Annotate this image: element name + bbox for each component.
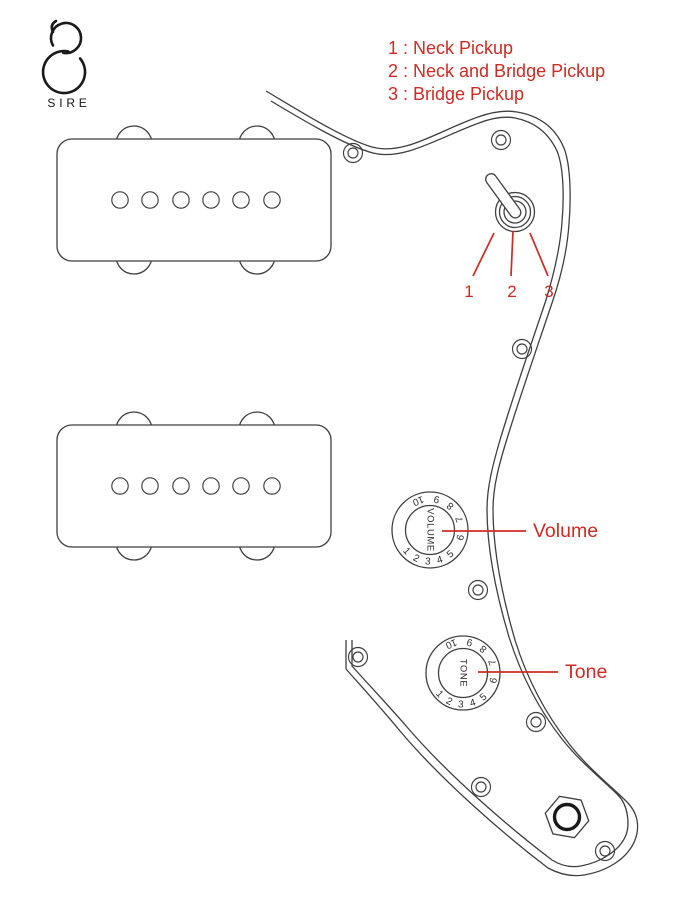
volume-tick: 4 [435,554,445,567]
sire-logo-text: SIRE [47,96,91,110]
volume-tick: 1 [400,545,413,558]
tone-tick: 5 [477,691,490,704]
screw-hole [513,340,532,359]
tone-tick: 1 [433,688,446,701]
legend-line-1: 1 : Neck Pickup [388,38,514,58]
switch-position-1: 1 [464,282,474,301]
tone-tick: 10 [443,636,459,651]
screw-hole [469,581,488,600]
screw-hole [492,131,511,150]
volume-tick: 5 [444,548,457,561]
tone-tick: 3 [457,699,464,711]
jack-nut [545,796,588,837]
volume-tick: 9 [432,492,441,505]
tone-callout-label: Tone [565,661,608,683]
pickup-shell [57,139,331,261]
volume-knob [392,492,468,568]
legend-line-2: 2 : Neck and Bridge Pickup [388,61,606,81]
tone-tick: 9 [465,635,474,648]
volume-tick: 8 [444,499,457,512]
volume-tick: 6 [455,533,468,542]
volume-tick: 3 [424,556,431,568]
switch-callouts [464,231,553,301]
switch-position-2: 2 [507,282,517,301]
screw-hole [527,713,546,732]
tone-tick: 7 [486,657,500,667]
neck-pickup [57,126,331,274]
volume-tick: 2 [411,552,421,565]
sire-logo-mark [43,21,85,93]
tone-knob-label: TONE [457,658,469,688]
tone-tick: 4 [468,697,478,710]
tone-tick: 6 [488,676,501,685]
legend [388,38,605,104]
volume-tick: 10 [410,493,426,508]
legend-line-3: 3 : Bridge Pickup [388,84,525,104]
switch-callout-line-2 [511,231,513,276]
volume-knob-label: VOLUME [424,508,436,552]
bridge-pickup [57,412,331,560]
volume-tick: 7 [453,514,467,524]
sire-logo [43,21,91,110]
screw-hole [472,778,491,797]
output-jack [545,796,588,837]
screw-holes [344,131,615,861]
tone-tick: 8 [477,642,490,655]
tone-knob [426,636,500,711]
switch-position-3: 3 [544,282,554,301]
pickup-selector-switch [484,172,535,232]
tone-tick: 2 [444,695,454,708]
switch-lever [484,172,523,221]
switch-callout-line-3 [530,233,548,276]
volume-callout-label: Volume [533,520,599,542]
pickup-shell [57,425,331,547]
switch-callout-line-1 [473,233,494,276]
